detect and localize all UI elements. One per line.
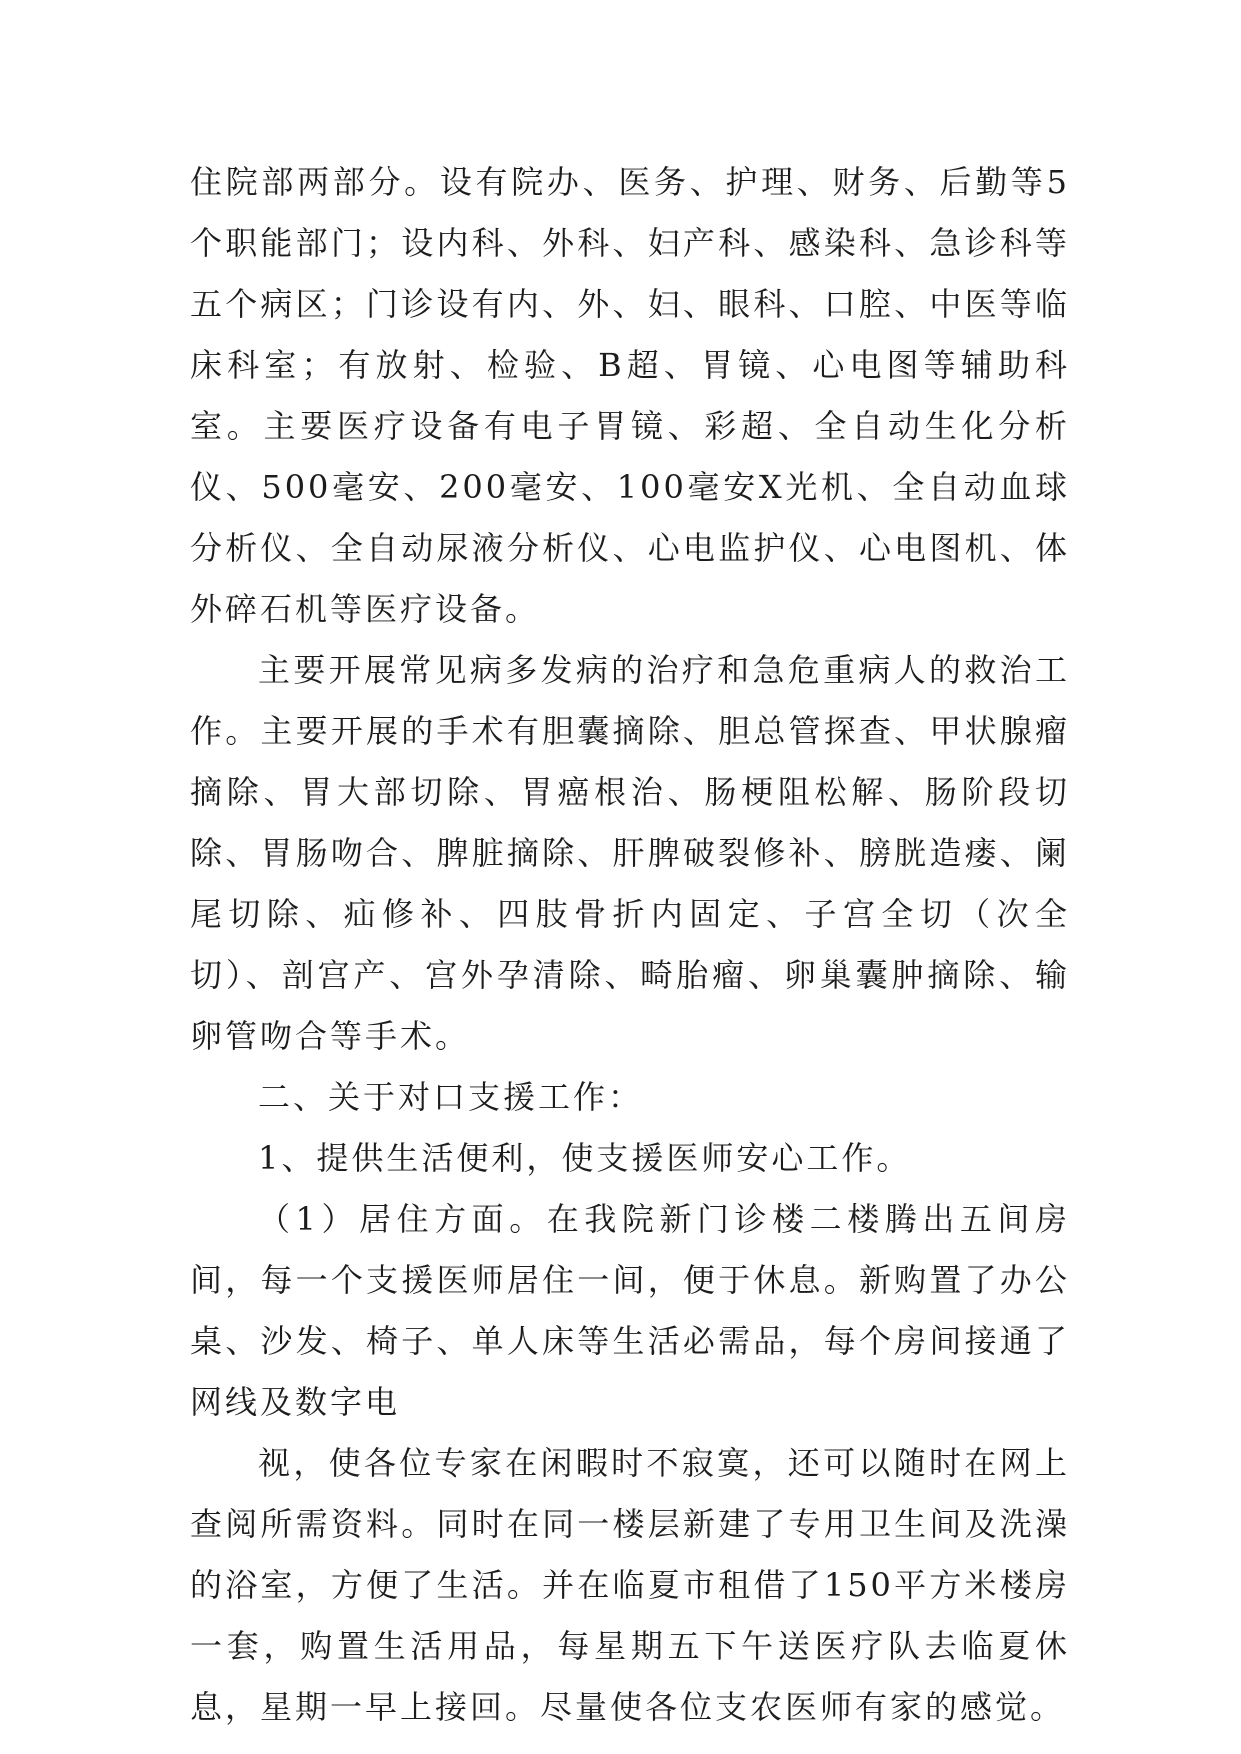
section-heading-support: 二、关于对口支援工作： (258, 1078, 644, 1116)
paragraph-services: 主要开展常见病多发病的治疗和急危重病人的救治工作。主要开展的手术有胆囊摘除、胆总管探查、甲状腺瘤摘除、胃大部切除、胃癌根治、肠梗阻松解、肠阶段切除、胃肠吻合、脾脏摘除、肝脾破裂修补、膀胱造瘘、阑尾切除、疝修补、四肢骨折内固定、子宫全切（次全切）、剖宫产、宫外孕清除、畸胎瘤、卵巢囊肿摘除、输卵管吻合等手术。 (190, 651, 1070, 1055)
subheading-living-convenience: 1、提供生活便利，使支援医师安心工作。 (258, 1139, 912, 1177)
document-body (190, 152, 1070, 1738)
paragraph-facilities: 住院部两部分。设有院办、医务、护理、财务、后勤等5个职能部门；设内科、外科、妇产科、感染科、急诊科等五个病区；门诊设有内、外、妇、眼科、口腔、中医等临床科室；有放射、检验、B超、胃镜、心电图等辅助科室。主要医疗设备有电子胃镜、彩超、全自动生化分析仪、500毫安、200毫安、100毫安X光机、全自动血球分析仪、全自动尿液分析仪、心电监护仪、心电图机、体外碎石机等医疗设备。 (190, 163, 1070, 628)
paragraph-housing-continued: 视，使各位专家在闲暇时不寂寞，还可以随时在网上查阅所需资料。同时在同一楼层新建了专用卫生间及洗澡的浴室，方便了生活。并在临夏市租借了150平方米楼房一套，购置生活用品，每星期五下午送医疗队去临夏休息，星期一早上接回。尽量使各位支农医师有家的感觉。 (190, 1444, 1070, 1726)
paragraph-housing: （1）居住方面。在我院新门诊楼二楼腾出五间房间，每一个支援医师居住一间，便于休息。新购置了办公桌、沙发、椅子、单人床等生活必需品，每个房间接通了网线及数字电 (190, 1200, 1070, 1421)
